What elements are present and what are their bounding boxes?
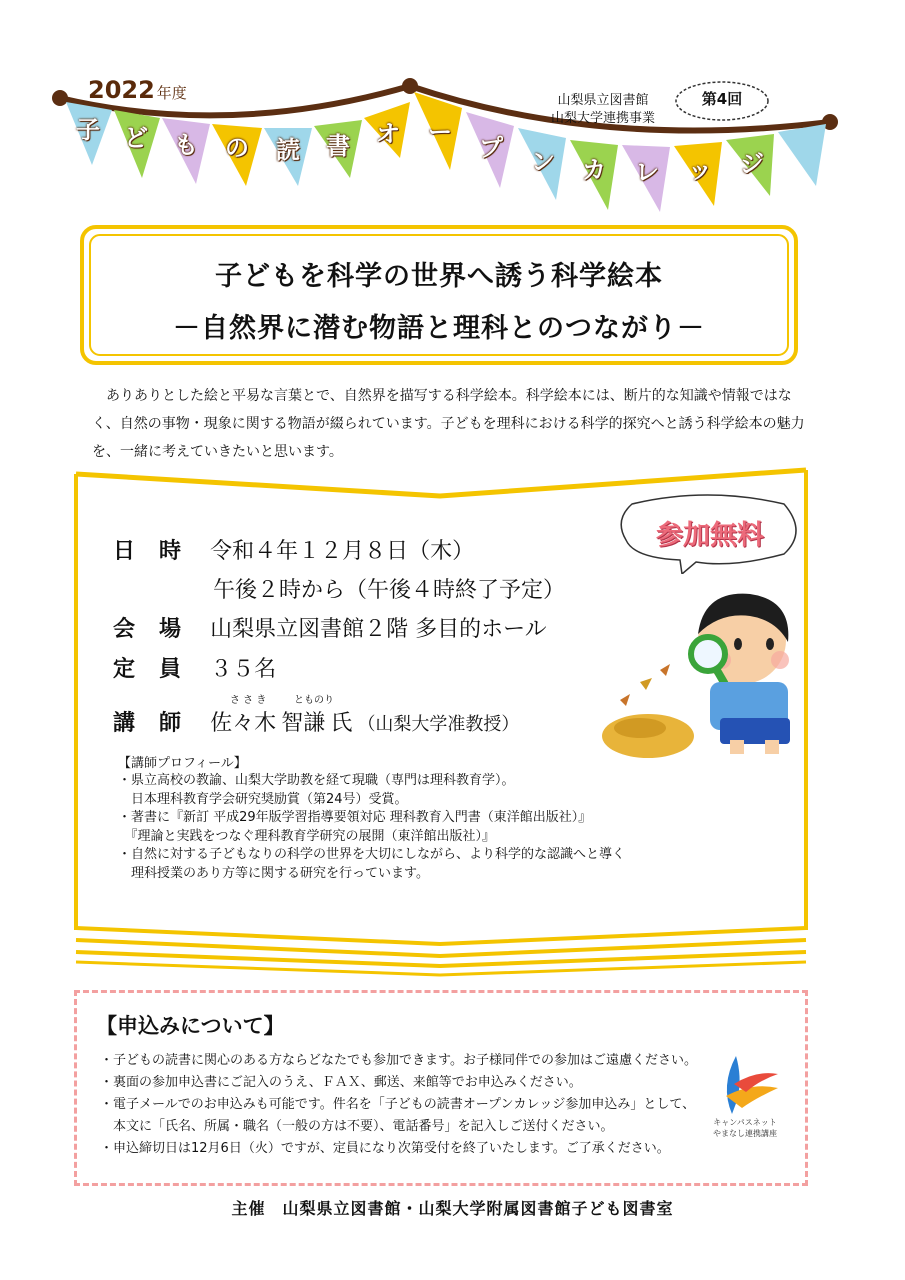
session-bubble — [672, 78, 772, 124]
ruby-given: とものり — [294, 695, 334, 706]
profile-line: ・自然に対する子どもなりの科学の世界を大切にしながら、より科学的な認識へと導く — [118, 847, 626, 862]
session-number: 第4回 — [701, 90, 743, 108]
lecturer-honorific: 氏 — [330, 711, 353, 736]
profile-line: 理科授業のあり方等に関する研究を行っています。 — [118, 865, 429, 881]
profile-line: 日本理科教育学会研究奨励賞（第24号）受賞。 — [118, 791, 408, 807]
footer-host: 主催 山梨県立図書館・山梨大学附属図書館子ども図書室 — [231, 1199, 674, 1218]
page-subtitle: －自然界に潜む物語と理科とのつながり－ — [173, 313, 705, 344]
logo-caption — [690, 1117, 800, 1139]
banner-char: オ — [376, 120, 400, 148]
capacity-row — [113, 652, 276, 683]
lecturer-row — [113, 706, 519, 737]
apply-list — [100, 1050, 720, 1160]
banner-char: プ — [479, 134, 503, 162]
date-row — [113, 534, 474, 565]
intro-text: ありありとした絵と平易な言葉とで、自然界を描写する科学絵本。科学絵本には、断片的な知識や情報ではなく、自然の事物・現象に関する物語が綴られています。子どもを理科における科学的探究へと誘う科学絵本の魅力を、一緒に考えていきたいと思います。 — [92, 388, 805, 460]
org-line: 山梨大学連携事業 — [550, 111, 655, 126]
logo-line: キャンパスネット — [713, 1118, 777, 1127]
logo-line: やまなし連携講座 — [713, 1129, 777, 1138]
campus-net-logo — [712, 1052, 782, 1116]
venue-row — [113, 612, 547, 643]
profile-line: ・県立高校の教諭、山梨大学助教を経て現職（専門は理科教育学）。 — [118, 773, 515, 788]
free-label: 参加無料 — [656, 520, 764, 551]
banner-char: 子 — [76, 116, 100, 144]
profile-line: ・著書に『新訂 平成29年版学習指導要領対応 理科教育入門書（東洋館出版社）』 — [118, 810, 592, 825]
banner-char: カ — [582, 156, 606, 184]
profile-list — [118, 772, 718, 883]
lecturer-given: 智謙 — [281, 711, 326, 736]
year-number: 2022 — [88, 76, 155, 104]
banner-char: も — [174, 131, 198, 159]
fiscal-year — [88, 76, 187, 104]
venue-value: 山梨県立図書館２階 多目的ホール — [210, 617, 547, 642]
boy-illustration — [600, 590, 800, 760]
capacity-value: ３５名 — [210, 657, 277, 682]
banner-char: 書 — [326, 132, 350, 160]
apply-line: 本文に「氏名、所属・職名（一般の方は不要）、電話番号」を記入しご送付ください。 — [100, 1119, 614, 1134]
banner-char: の — [225, 134, 249, 162]
lecturer-label: 講師 — [113, 711, 206, 736]
apply-line: ・裏面の参加申込書にご記入のうえ、ＦＡＸ、郵送、来館等でお申込みください。 — [100, 1075, 582, 1090]
lecturer-title: （山梨大学准教授） — [357, 714, 520, 735]
profile-line: 『理論と実践をつなぐ理科教育学研究の展開（東洋館出版社）』 — [118, 828, 496, 844]
banner-char: ジ — [740, 150, 764, 178]
apply-line: ・子どもの読書に関心のある方ならどなたでも参加できます。お子様同伴での参加はご遠慮ください。 — [100, 1053, 697, 1068]
year-suffix: 年度 — [156, 84, 187, 102]
capacity-label: 定員 — [113, 657, 206, 682]
banner-char: 読 — [276, 136, 300, 164]
date-label: 日時 — [113, 539, 206, 564]
ruby-surname: さ さ き — [230, 695, 267, 706]
banner-char: ー — [428, 118, 452, 146]
apply-line: ・申込締切日は12月6日（火）ですが、定員になり次第受付を終了いたします。ご了承ください。 — [100, 1141, 670, 1156]
time-row — [213, 573, 565, 604]
banner-char: レ — [635, 158, 659, 186]
page-title: 子どもを科学の世界へ誘う科学絵本 — [215, 261, 663, 292]
org-line: 山梨県立図書館 — [557, 93, 649, 108]
organizer-label — [528, 92, 678, 128]
banner-char: ン — [531, 148, 555, 176]
lecturer-surname: 佐々木 — [210, 711, 277, 736]
apply-heading: 【申込みについて】 — [96, 1014, 285, 1038]
apply-line: ・電子メールでのお申込みも可能です。件名を「子どもの読書オープンカレッジ参加申込み」として、 — [100, 1097, 696, 1112]
profile-heading: 【講師プロフィール】 — [118, 756, 247, 771]
banner-char: ッ — [688, 156, 712, 184]
banner-char: ど — [124, 124, 148, 152]
time-value: 午後２時から（午後４時終了予定） — [213, 578, 566, 603]
date-value: 令和４年１２月８日（木） — [210, 539, 475, 564]
venue-label: 会場 — [113, 617, 206, 642]
